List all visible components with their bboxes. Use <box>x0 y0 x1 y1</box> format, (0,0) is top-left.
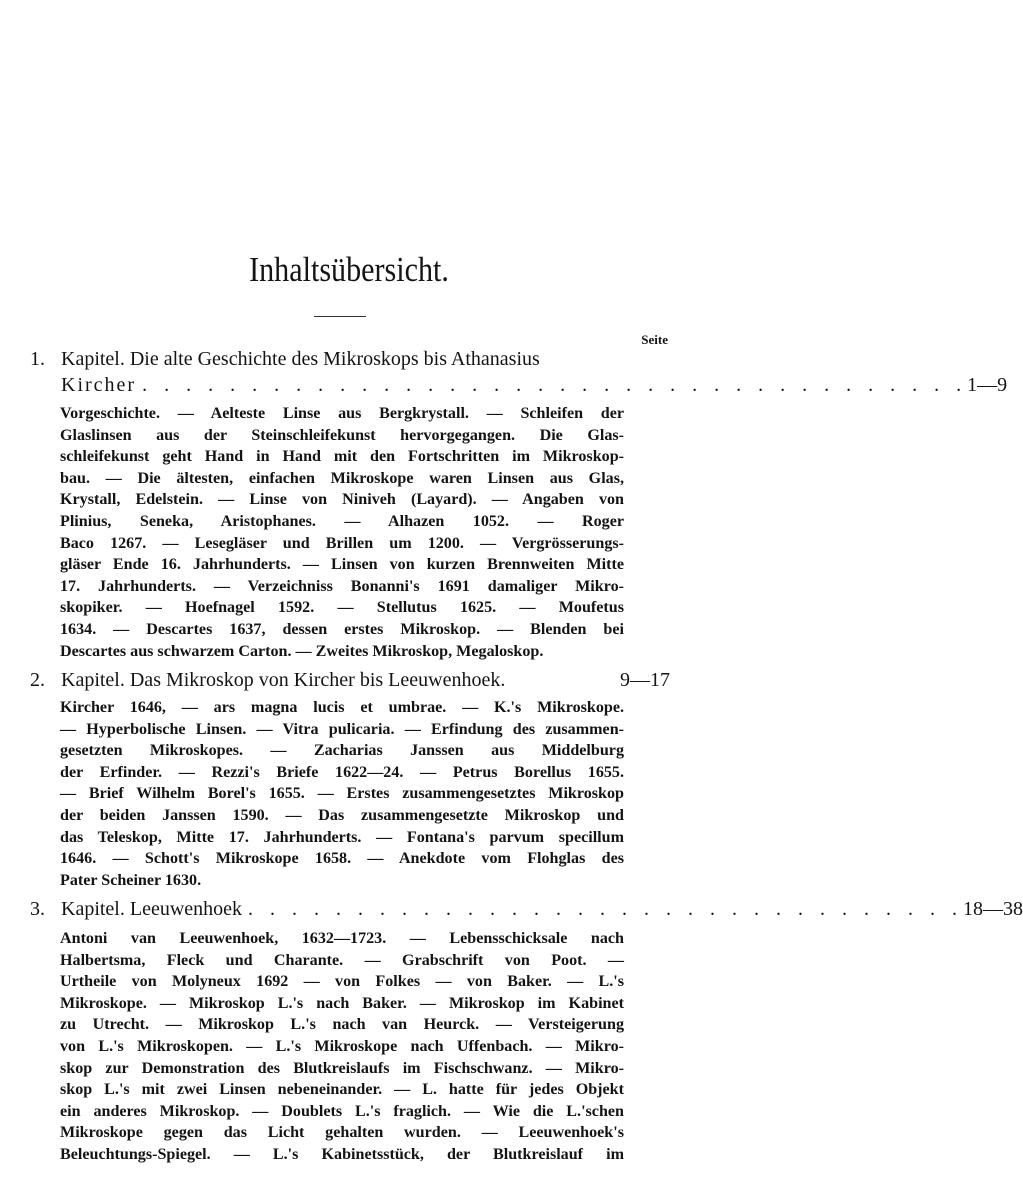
summary-line: — Hyperbolische Linsen. — Vitra pulicaria. — Erfindung des zusammen- <box>60 720 624 738</box>
summary-line: skopiker. — Hoefnagel 1592. — Stellutus 1625. — Moufetus <box>60 599 624 617</box>
seite-label: Seite <box>641 332 668 347</box>
summary-line: Mikroskope. — Mikroskop L.'s nach Baker. — Mikroskop im Kabinet <box>60 994 624 1012</box>
summary-line: 1646. — Schott's Mikroskope 1658. — Anekdote vom Flohglas des <box>60 850 624 868</box>
summary-line: Halbertsma, Fleck und Charante. — Grabschrift von Poot. — <box>60 951 624 969</box>
summary-line: 17. Jahrhunderts. — Verzeichniss Bonanni's 1691 damaliger Mikro- <box>60 577 624 595</box>
summary-line: der Erfinder. — Rezzi's Briefe 1622—24. — Petrus Borellus 1655. <box>60 763 624 781</box>
summary-line: Pater Scheiner 1630. <box>60 871 202 889</box>
summary-line: 1634. — Descartes 1637, dessen erstes Mikroskop. — Blenden bei <box>60 620 624 638</box>
summary-line: Mikroskope gegen das Licht gehalten wurden. — Leeuwenhoek's <box>60 1124 624 1142</box>
summary-line: Antoni van Leeuwenhoek, 1632—1723. — Lebensschicksale nach <box>60 930 624 947</box>
summary-line: skop zur Demonstration des Blutkreislaufs im Fischschwanz. — Mikro- <box>60 1059 624 1077</box>
summary-line: von L.'s Mikroskopen. — L.'s Mikroskope nach Uffenbach. — Mikro- <box>60 1037 624 1055</box>
leader-dots: . . . . . . . . . . . . . . . . . . . . . . . . . . . . . . . . . . . . . . <box>142 374 968 396</box>
chapter-number: 2. <box>30 669 45 691</box>
summary-line: der beiden Janssen 1590. — Das zusammengesetzte Mikroskop und <box>60 806 624 824</box>
chapter-pages: 18—38 <box>963 898 1023 920</box>
chapter-title-line-1: Kapitel. Die alte Geschichte des Mikroskops bis Athanasius <box>61 348 540 370</box>
summary-line: Plinius, Seneka, Aristophanes. — Alhazen 1052. — Roger <box>60 512 624 530</box>
title-rule <box>314 316 366 317</box>
summary-line: Descartes aus schwarzem Carton. — Zweites Mikroskop, Megaloskop. <box>60 642 544 660</box>
summary-line: Baco 1267. — Lesegläser und Brillen um 1200. — Vergrösserungs- <box>60 534 624 552</box>
summary-line: Krystall, Edelstein. — Linse von Niniveh (Layard). — Angaben von <box>60 491 624 509</box>
chapter-title-line-1: Kapitel. Leeuwenhoek <box>61 898 243 920</box>
leader-dots: . . . . . . . . . . . . . . . . . . . . . . . . . . . . . . . . . <box>248 898 964 920</box>
leader-dots <box>505 667 620 693</box>
summary-line: — Brief Wilhelm Borel's 1655. — Erstes zusammengesetztes Mikroskop <box>60 785 624 803</box>
chapter-title-line-2: Kircher <box>61 374 137 396</box>
page-title: Inhaltsübersicht. <box>249 250 449 289</box>
summary-line: Vorgeschichte. — Aelteste Linse aus Bergkrystall. — Schleifen der <box>60 405 624 422</box>
chapter-number: 3. <box>30 898 45 920</box>
summary-line: schleifekunst geht Hand in Hand mit den Fortschritten im Mikroskop- <box>60 448 624 466</box>
summary-line: Glaslinsen aus der Steinschleifekunst hervorgegangen. Die Glas- <box>60 426 624 444</box>
chapter-2-summary <box>60 697 624 891</box>
summary-line: zu Utrecht. — Mikroskop L.'s nach van Heurck. — Versteigerung <box>60 1016 624 1034</box>
summary-line: das Teleskop, Mitte 17. Jahrhunderts. — Fontana's parvum specillum <box>60 828 624 846</box>
summary-line: bau. — Die ältesten, einfachen Mikroskope waren Linsen aus Glas, <box>60 469 624 487</box>
chapter-1-summary <box>60 403 624 662</box>
summary-line: skop L.'s mit zwei Linsen nebeneinander. — L. hatte für jedes Objekt <box>60 1081 624 1099</box>
summary-line: gläser Ende 16. Jahrhunderts. — Linsen von kurzen Brennweiten Mitte <box>60 556 624 574</box>
chapter-title-line-1: Kapitel. Das Mikroskop von Kircher bis Leeuwenhoek. <box>61 669 506 691</box>
chapter-pages: 1—9 <box>967 374 1008 396</box>
summary-line: Kircher 1646, — ars magna lucis et umbrae. — K.'s Mikroskope. <box>60 699 624 716</box>
chapter-pages: 9—17 <box>620 669 670 691</box>
chapter-number: 1. <box>30 348 45 370</box>
summary-line: Urtheile von Molyneux 1692 — von Folkes — von Baker. — L.'s <box>60 973 624 991</box>
summary-line: Beleuchtungs-Spiegel. — L.'s Kabinetsstück, der Blutkreislauf im <box>60 1145 624 1163</box>
summary-line: gesetzten Mikroskopes. — Zacharias Janssen aus Middelburg <box>60 742 624 760</box>
summary-line: ein anderes Mikroskop. — Doublets L.'s fraglich. — Wie die L.'schen <box>60 1102 624 1120</box>
chapter-3-summary <box>60 928 624 1166</box>
